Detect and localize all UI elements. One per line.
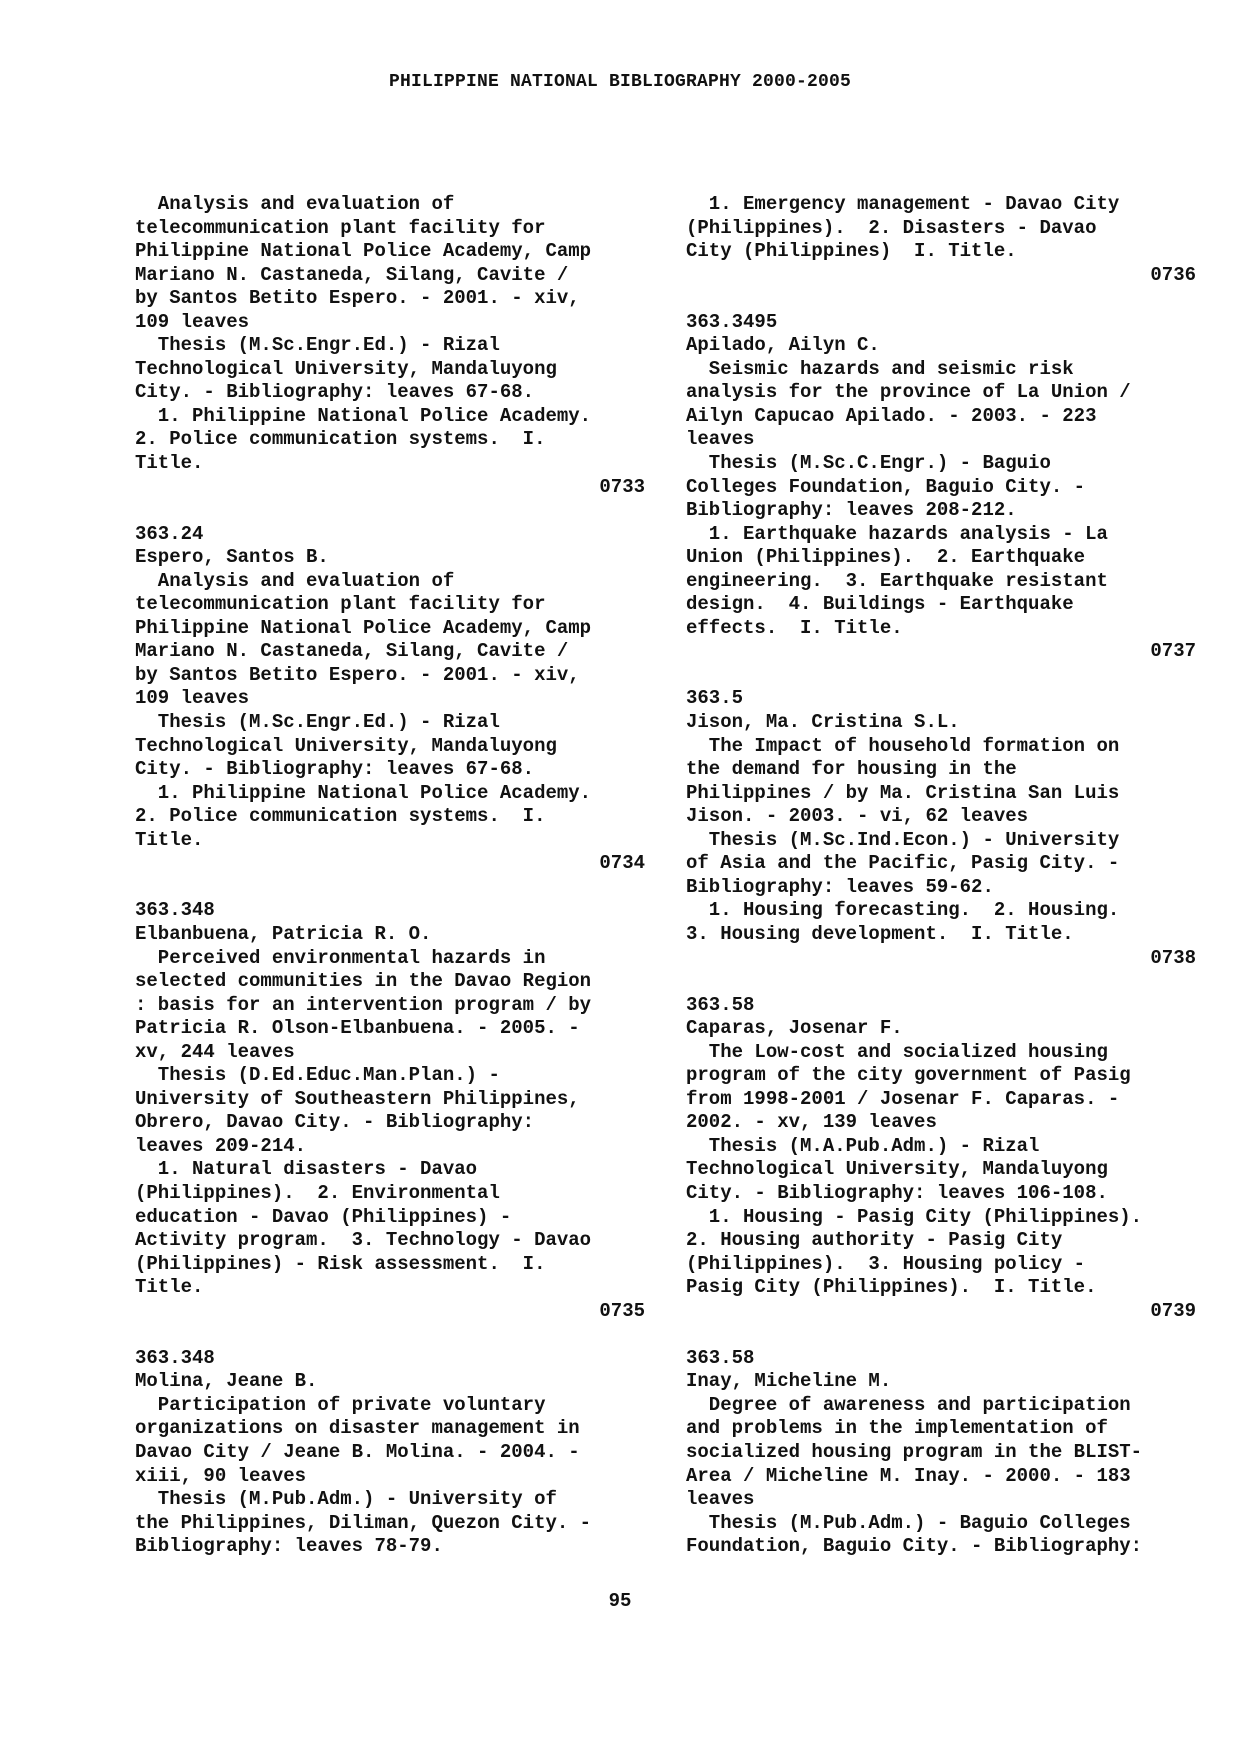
entry-line: Title. [135, 1276, 204, 1299]
entry-line: leaves 209-214. [135, 1134, 307, 1157]
right-column [686, 193, 1196, 1559]
running-head: PHILIPPINE NATIONAL BIBLIOGRAPHY 2000-2005 [388, 72, 852, 92]
entry-line: Mariano N. Castaneda, Silang, Cavite / [135, 640, 569, 663]
entry-line: by Santos Betito Espero. - 2001. - xiv, [135, 287, 580, 310]
entry-line: Ailyn Capucao Apilado. - 2003. - 223 [686, 404, 1097, 427]
entry-line: 2. Police communication systems. I. [135, 428, 546, 451]
entry-line: and problems in the implementation of [686, 1417, 1108, 1440]
entry-line: xv, 244 leaves [135, 1040, 295, 1063]
entry-line: Bibliography: leaves 208-212. [686, 499, 1017, 522]
entry-line: of Asia and the Pacific, Pasig City. - [686, 852, 1120, 875]
entry-line: 363.3495 [686, 310, 778, 333]
entry-line: Elbanbuena, Patricia R. O. [135, 922, 432, 945]
entry-line: Thesis (M.Sc.Engr.Ed.) - Rizal [135, 711, 500, 734]
entry-line: Bibliography: leaves 59-62. [686, 875, 994, 898]
entry-line: 1. Philippine National Police Academy. [135, 404, 592, 427]
entry-line: (Philippines). 2. Environmental [135, 1181, 500, 1204]
entry-line [686, 664, 1196, 688]
entry-line: Apilado, Ailyn C. [686, 334, 880, 357]
entry-line: leaves [686, 428, 755, 451]
entry-line: 109 leaves [135, 310, 250, 333]
entry-line: Activity program. 3. Technology - Davao [135, 1229, 592, 1252]
entry-line: Title. [135, 452, 204, 475]
entry-line: Caparas, Josenar F. [686, 1017, 903, 1040]
entry-line: Bibliography: leaves 78-79. [135, 1535, 443, 1558]
entry-line: Thesis (M.Sc.Engr.Ed.) - Rizal [135, 334, 500, 357]
entry-line: (Philippines). 3. Housing policy - [686, 1252, 1086, 1275]
entry-line: from 1998-2001 / Josenar F. Caparas. - [686, 1087, 1120, 1110]
entry-line: telecommunication plant facility for [135, 593, 546, 616]
entry-line: Analysis and evaluation of [135, 569, 455, 592]
entry-line: : basis for an intervention program / by [135, 993, 592, 1016]
entry-line: 1. Earthquake hazards analysis - La [686, 522, 1108, 545]
entry-number: 0735 [599, 1299, 645, 1322]
entry-line: 363.24 [135, 522, 204, 545]
entry-line: effects. I. Title. [686, 616, 903, 639]
entry-line: 1. Philippine National Police Academy. [135, 781, 592, 804]
entry-line: 1. Natural disasters - Davao [135, 1158, 478, 1181]
entry-line: Thesis (M.Sc.Ind.Econ.) - University [686, 828, 1120, 851]
page-number: 95 [608, 1590, 632, 1612]
entry-line: Davao City / Jeane B. Molina. - 2004. - [135, 1440, 580, 1463]
entry-line: 363.58 [686, 1346, 755, 1369]
entry-line: Mariano N. Castaneda, Silang, Cavite / [135, 263, 569, 286]
entry-line: Technological University, Mandaluyong [135, 734, 557, 757]
entry-line: 109 leaves [135, 687, 250, 710]
entry-line: Pasig City (Philippines). I. Title. [686, 1276, 1097, 1299]
entry-line: Patricia R. Olson-Elbanbuena. - 2005. - [135, 1017, 580, 1040]
entry-line: 363.348 [135, 899, 215, 922]
entry-line: 2002. - xv, 139 leaves [686, 1111, 937, 1134]
entry-line: Obrero, Davao City. - Bibliography: [135, 1111, 535, 1134]
entry-number: 0733 [599, 475, 645, 498]
entry-line: Participation of private voluntary [135, 1393, 546, 1416]
entry-line: by Santos Betito Espero. - 2001. - xiv, [135, 663, 580, 686]
entry-line: telecommunication plant facility for [135, 216, 546, 239]
entry-line: Thesis (M.Sc.C.Engr.) - Baguio [686, 452, 1051, 475]
entry-line: organizations on disaster management in [135, 1417, 580, 1440]
entry-line: City. - Bibliography: leaves 106-108. [686, 1181, 1108, 1204]
entry-line: analysis for the province of La Union / [686, 381, 1131, 404]
entry-line: The Impact of household formation on [686, 734, 1120, 757]
entry-line: Philippines / by Ma. Cristina San Luis [686, 781, 1120, 804]
entry-line: (Philippines). 2. Disasters - Davao [686, 216, 1097, 239]
entry-line [686, 287, 1196, 311]
entry-line [135, 1323, 645, 1347]
entry-line: selected communities in the Davao Region [135, 970, 592, 993]
entry-line: Philippine National Police Academy, Camp [135, 616, 592, 639]
entry-line: City. - Bibliography: leaves 67-68. [135, 381, 535, 404]
entry-line: Perceived environmental hazards in [135, 946, 546, 969]
entry-number: 0736 [1150, 263, 1196, 286]
entry-number: 0737 [1150, 640, 1196, 663]
entry-line: Thesis (M.Pub.Adm.) - Baguio Colleges [686, 1511, 1131, 1534]
entry-line: 1. Emergency management - Davao City [686, 193, 1120, 215]
entry-line: Area / Micheline M. Inay. - 2000. - 183 [686, 1464, 1131, 1487]
entry-line [135, 499, 645, 523]
entry-line: City. - Bibliography: leaves 67-68. [135, 758, 535, 781]
entry-line [686, 970, 1196, 994]
entry-line: The Low-cost and socialized housing [686, 1040, 1108, 1063]
entry-line: Thesis (M.Pub.Adm.) - University of [135, 1488, 557, 1511]
entry-line: leaves [686, 1488, 755, 1511]
entry-number: 0739 [1150, 1299, 1196, 1322]
entry-line [686, 1323, 1196, 1347]
entry-line: 1. Housing forecasting. 2. Housing. [686, 899, 1120, 922]
entry-line: 363.58 [686, 993, 755, 1016]
entry-line: the demand for housing in the [686, 758, 1017, 781]
entry-line: Title. [135, 828, 204, 851]
entry-line: 363.348 [135, 1346, 215, 1369]
left-column [135, 193, 645, 1559]
entry-line: 1. Housing - Pasig City (Philippines). [686, 1205, 1143, 1228]
entry-line: program of the city government of Pasig [686, 1064, 1131, 1087]
entry-line: Foundation, Baguio City. - Bibliography: [686, 1535, 1143, 1558]
entry-line: xiii, 90 leaves [135, 1464, 307, 1487]
entry-line: education - Davao (Philippines) - [135, 1205, 512, 1228]
entry-line: design. 4. Buildings - Earthquake [686, 593, 1074, 616]
entry-line: (Philippines) - Risk assessment. I. [135, 1252, 546, 1275]
entry-line: the Philippines, Diliman, Quezon City. - [135, 1511, 592, 1534]
entry-line: 363.5 [686, 687, 744, 710]
entry-line: Analysis and evaluation of [135, 193, 455, 215]
entry-line: Colleges Foundation, Baguio City. - [686, 475, 1086, 498]
entry-line: Degree of awareness and participation [686, 1393, 1131, 1416]
entry-line: University of Southeastern Philippines, [135, 1087, 580, 1110]
entry-line: Jison, Ma. Cristina S.L. [686, 711, 960, 734]
entry-line: socialized housing program in the BLIST- [686, 1440, 1143, 1463]
entry-line: Espero, Santos B. [135, 546, 329, 569]
entry-line: Seismic hazards and seismic risk [686, 357, 1074, 380]
entry-line: City (Philippines) I. Title. [686, 240, 1017, 263]
entry-line: 2. Police communication systems. I. [135, 805, 546, 828]
entry-line: 2. Housing authority - Pasig City [686, 1229, 1063, 1252]
entry-line: Technological University, Mandaluyong [686, 1158, 1108, 1181]
entry-line: Technological University, Mandaluyong [135, 357, 557, 380]
entry-number: 0734 [599, 852, 645, 875]
entry-line: Inay, Micheline M. [686, 1370, 892, 1393]
entry-line [135, 876, 645, 900]
entry-line: Philippine National Police Academy, Camp [135, 240, 592, 263]
entry-line: Molina, Jeane B. [135, 1370, 318, 1393]
entry-line: Thesis (M.A.Pub.Adm.) - Rizal [686, 1134, 1040, 1157]
entry-line: 3. Housing development. I. Title. [686, 922, 1074, 945]
entry-line: Jison. - 2003. - vi, 62 leaves [686, 805, 1029, 828]
entry-line: Union (Philippines). 2. Earthquake [686, 546, 1086, 569]
entry-number: 0738 [1150, 946, 1196, 969]
entry-line: Thesis (D.Ed.Educ.Man.Plan.) - [135, 1064, 500, 1087]
entry-line: engineering. 3. Earthquake resistant [686, 569, 1108, 592]
